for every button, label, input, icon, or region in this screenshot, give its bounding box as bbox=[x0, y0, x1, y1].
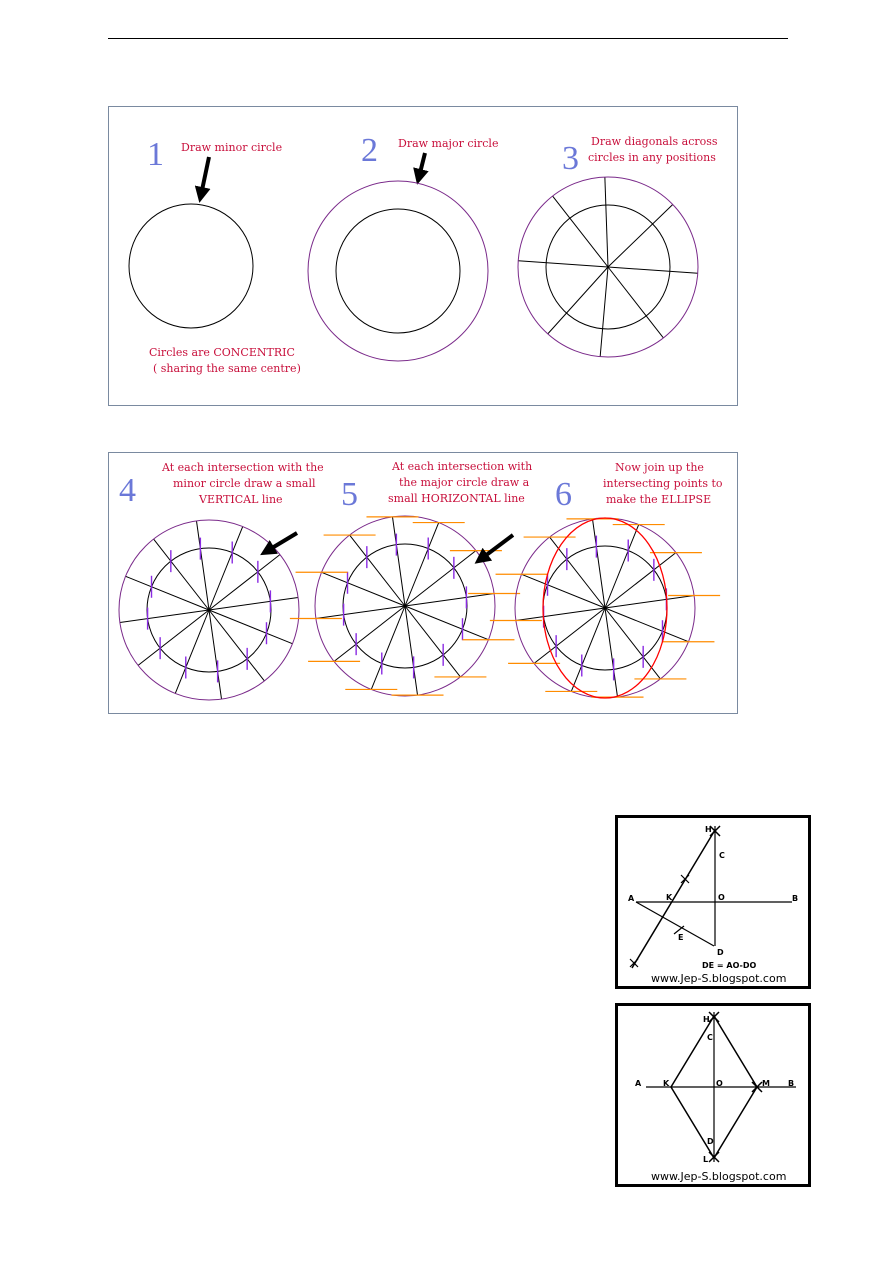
fig2-label-l: L bbox=[703, 1155, 709, 1164]
fig1-label-k: K bbox=[666, 893, 673, 902]
step-4-spoke-line bbox=[126, 576, 209, 610]
step-3-diagonals bbox=[518, 177, 698, 357]
fig1-label-b: B bbox=[792, 894, 799, 903]
step-2-major-circle bbox=[308, 181, 488, 361]
step-6-number: 6 bbox=[555, 476, 572, 513]
fig1-label-d: D bbox=[717, 948, 724, 957]
step-6-spoke-line bbox=[605, 608, 688, 642]
step-3-caption-line-2: circles in any positions bbox=[588, 151, 716, 164]
step-5-spoke-line bbox=[405, 523, 439, 606]
figure-1-drawing bbox=[618, 818, 808, 986]
step-5-spoke-line bbox=[405, 606, 488, 640]
step-4-number: 4 bbox=[119, 472, 136, 509]
fig2-label-h: H bbox=[703, 1015, 710, 1024]
step-5-number: 5 bbox=[341, 476, 358, 513]
steps-1-3-panel bbox=[108, 106, 738, 406]
step-4-spoke-line bbox=[209, 527, 243, 610]
step-5-arrow-icon bbox=[481, 535, 513, 559]
step-3-number: 3 bbox=[562, 140, 579, 177]
fig2-label-b: B bbox=[788, 1079, 795, 1088]
concentric-note-line-2: ( sharing the same centre) bbox=[153, 362, 301, 375]
header-rule bbox=[108, 38, 788, 39]
step-3-diagonal-line bbox=[518, 261, 608, 267]
fig2-label-d: D bbox=[707, 1137, 714, 1146]
step-6-spoke-line bbox=[571, 608, 605, 691]
step-5-spoke-line bbox=[322, 572, 405, 606]
fig1-label-e: E bbox=[678, 933, 684, 942]
step-6-caption-line-2: intersecting points to bbox=[603, 477, 723, 490]
step-6-construction bbox=[490, 518, 720, 698]
step-3-diagonal-line bbox=[600, 267, 608, 357]
fig1-formula: DE = AO-DO bbox=[702, 961, 757, 970]
fig1-label-h: H bbox=[705, 825, 712, 834]
step-6-spoke-line bbox=[605, 525, 639, 608]
step-5-caption-line-1: At each intersection with bbox=[392, 460, 533, 473]
fig2-label-o: O bbox=[716, 1079, 723, 1088]
step-2-minor-circle bbox=[336, 209, 460, 333]
figure-2-drawing bbox=[618, 1006, 808, 1184]
step-4-arrow-icon bbox=[267, 533, 297, 551]
step-4-spoke-line bbox=[175, 610, 209, 693]
construction-figure-1 bbox=[615, 815, 811, 989]
step-4-caption-line-2: minor circle draw a small bbox=[173, 477, 316, 490]
step-3-diagonal-line bbox=[548, 267, 608, 334]
step-1-arrow-icon bbox=[201, 157, 209, 195]
fig2-label-m: M bbox=[762, 1079, 770, 1088]
step-2-number: 2 bbox=[361, 132, 378, 169]
steps-1-3-diagram bbox=[109, 107, 737, 405]
step-5-caption-line-3: small HORIZONTAL line bbox=[388, 492, 525, 505]
fig2-label-a: A bbox=[635, 1079, 642, 1088]
step-1-caption: Draw minor circle bbox=[181, 141, 283, 154]
step-6-spoke-line bbox=[522, 574, 605, 608]
step-5-caption-line-2: the major circle draw a bbox=[399, 476, 530, 489]
fig2-label-c: C bbox=[707, 1033, 713, 1042]
step-4-caption-line-3: VERTICAL line bbox=[199, 493, 283, 506]
step-4-spoke-line bbox=[209, 610, 292, 644]
step-6-caption-line-3: make the ELLIPSE bbox=[606, 493, 712, 506]
step-5-construction bbox=[290, 516, 520, 696]
fig2-watermark: www.Jep-S.blogspot.com bbox=[651, 1170, 787, 1183]
concentric-note-line-1: Circles are CONCENTRIC bbox=[149, 346, 295, 359]
step-2-arrow-icon bbox=[419, 153, 425, 177]
fig1-watermark: www.Jep-S.blogspot.com bbox=[651, 972, 787, 985]
step-6-caption-line-1: Now join up the bbox=[615, 461, 704, 474]
fig2-label-k: K bbox=[663, 1079, 670, 1088]
step-3-diagonal-line bbox=[608, 267, 663, 338]
step-5-spoke-line bbox=[371, 606, 405, 689]
fig1-label-a: A bbox=[628, 894, 635, 903]
steps-4-6-diagram bbox=[109, 453, 737, 713]
step-2-caption: Draw major circle bbox=[398, 137, 499, 150]
fig1-label-o: O bbox=[718, 893, 725, 902]
step-3-diagonal-line bbox=[608, 267, 698, 273]
step-3-diagonal-line bbox=[553, 196, 608, 267]
step-1-number: 1 bbox=[147, 136, 164, 173]
step-1-minor-circle bbox=[129, 204, 253, 328]
construction-figure-2 bbox=[615, 1003, 811, 1187]
step-4-caption-line-1: At each intersection with the bbox=[162, 461, 324, 474]
steps-4-6-panel bbox=[108, 452, 738, 714]
step-3-caption-line-1: Draw diagonals across bbox=[591, 135, 718, 148]
fig1-label-c: C bbox=[719, 851, 725, 860]
step-3-diagonal-line bbox=[605, 177, 608, 267]
